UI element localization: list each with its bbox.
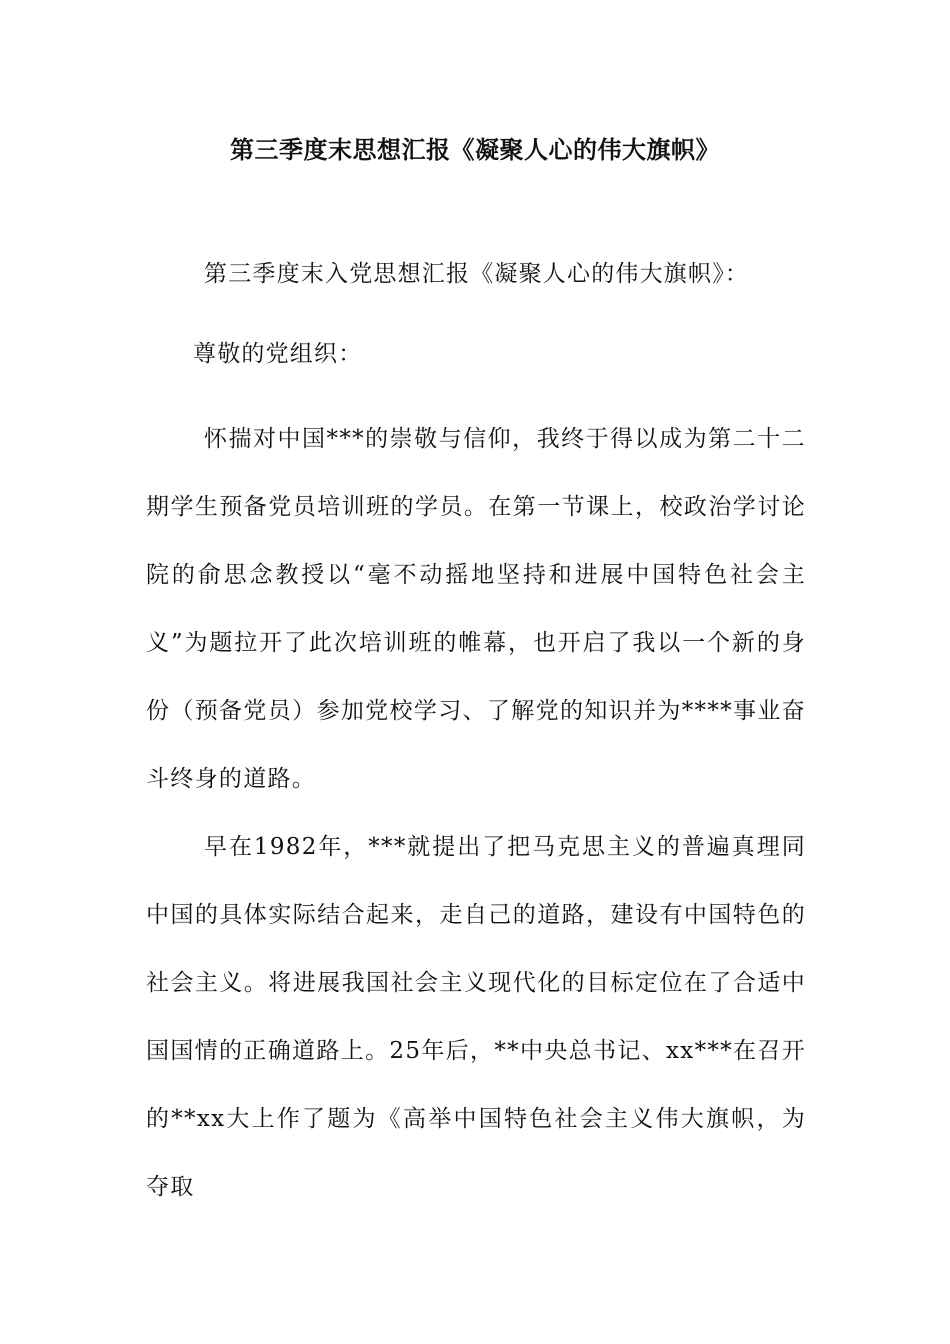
body-text xyxy=(146,405,806,1221)
paragraph: 早在1982年，***就提出了把马克思主义的普遍真理同中国的具体实际结合起来，走自己的道路，建设有中国特色的社会主义。将进展我国社会主义现代化的目标定位在了合适中国国情的正确道路上。25年后，**中央总书记、xx***在召开的**xx大上作了题为《高举中国特色社会主义伟大旗帜，为夺取 xyxy=(146,834,806,1200)
paragraph: 怀揣对中国***的崇敬与信仰，我终于得以成为第二十二期学生预备党员培训班的学员。在第一节课上，校政治学讨论院的俞思念教授以“毫不动摇地坚持和进展中国特色社会主义”为题拉开了此次培训班的帷幕，也开启了我以一个新的身份（预备党员）参加党校学习、了解党的知识并为****事业奋斗终身的道路。 xyxy=(146,426,806,792)
heading-line: 第三季度末入党思想汇报《凝聚人心的伟大旗帜》： xyxy=(204,261,750,287)
salutation: 尊敬的党组织： xyxy=(193,341,363,367)
document-title: 第三季度末思想汇报《凝聚人心的伟大旗帜》 xyxy=(230,136,720,164)
